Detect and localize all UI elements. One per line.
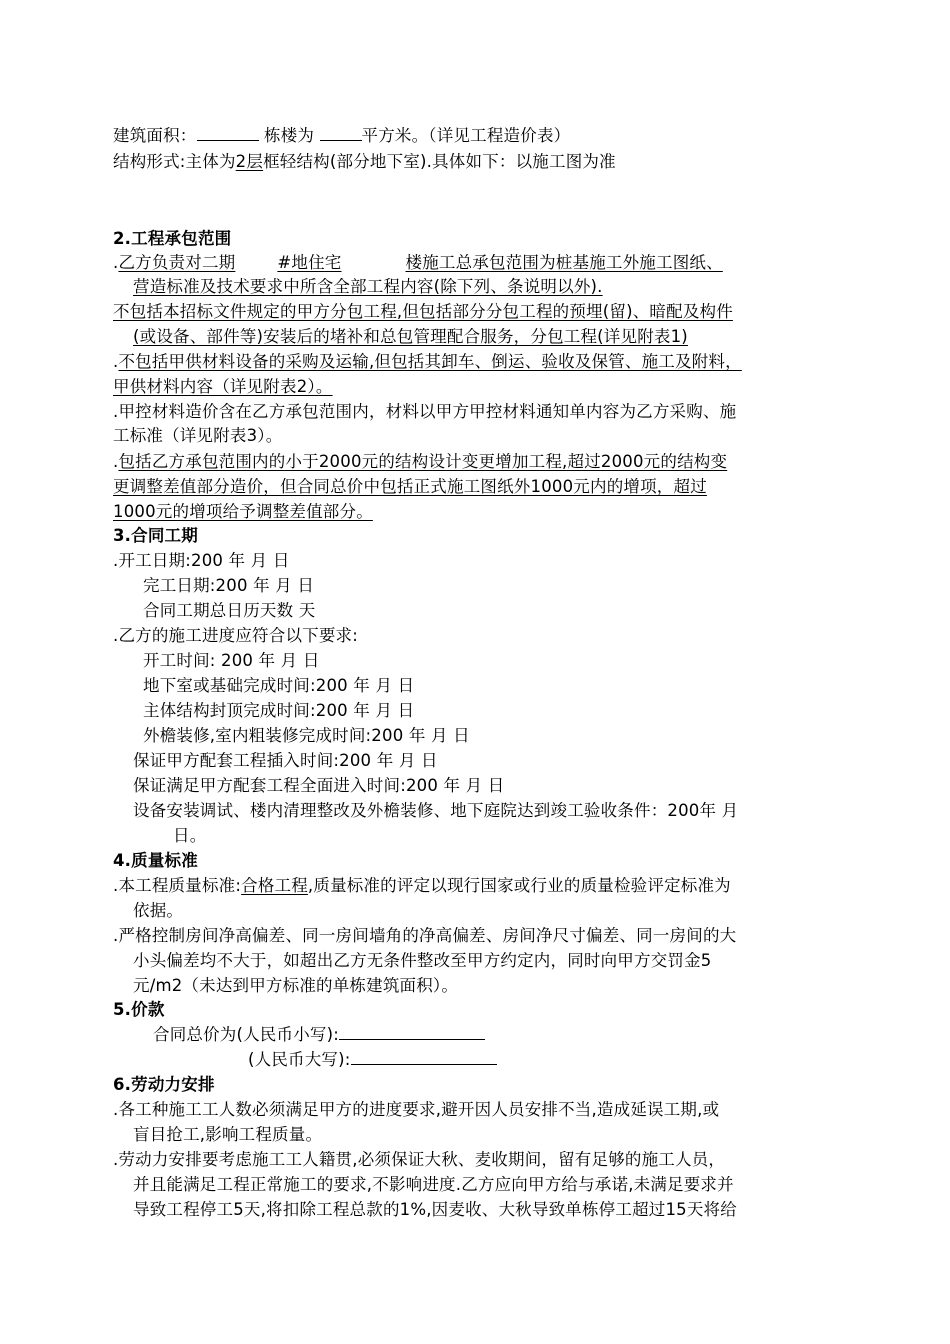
s3-line-9: 保证甲方配套工程插入时间:200 年 月 日 <box>133 751 438 770</box>
s3-line-3: 合同工期总日历天数 天 <box>143 601 316 620</box>
s2-line-7: .甲控材料造价含在乙方承包范围内，材料以甲方甲控材料通知单内容为乙方采购、施 <box>113 402 737 421</box>
s3-line-11: 设备安装调试、楼内清理整改及外檐装修、地下庭院达到竣工验收条件：200年 月 <box>133 801 739 820</box>
area-unit-label: 平方米。（详见工程造价表） <box>361 126 571 145</box>
s6-line-2: 盲目抢工,影响工程质量。 <box>133 1125 323 1144</box>
s4-line-5: 元/m2（未达到甲方标准的单栋建筑面积）。 <box>133 976 459 995</box>
s4-line-3: .严格控制房间净高偏差、同一房间墙角的净高偏差、房间净尺寸偏差、同一房间的大 <box>113 926 737 945</box>
building-area-label: 建筑面积： <box>113 126 197 145</box>
structure-layers: 2层 <box>235 152 264 171</box>
s4-line-2: 依据。 <box>133 901 184 920</box>
s2-line-3: 不包括本招标文件规定的甲方分包工程,但包括部分分包工程的预埋(留)、暗配及构件 <box>113 302 733 321</box>
s3-line-1: .开工日期:200 年 月 日 <box>113 551 290 570</box>
s2-line-8: 工标准（详见附表3）。 <box>113 426 283 445</box>
quality-label: .本工程质量标准: <box>113 876 242 895</box>
bullet-dot: . <box>113 452 119 471</box>
section-heading-6: 6.劳动力安排 <box>113 1075 215 1094</box>
s2-line-4: (或设备、部件等)安装后的堵补和总包管理配合服务，分包工程(详见附表1) <box>133 327 688 346</box>
section-heading-3: 3.合同工期 <box>113 526 198 545</box>
building-count-label: 栋楼为 <box>258 126 320 145</box>
s2-line-1 <box>113 251 723 275</box>
s2-line-10: 更调整差值部分造价，但合同总价中包括正式施工图纸外1000元内的增项，超过 <box>113 477 707 496</box>
section-heading-4: 4.质量标准 <box>113 851 198 870</box>
s4-line-1 <box>113 874 731 898</box>
s3-line-4: .乙方的施工进度应符合以下要求: <box>113 626 359 645</box>
s2-line-11: 1000元的增项给予调整差值部分。 <box>113 502 373 521</box>
s3-line-2: 完工日期:200 年 月 日 <box>143 576 315 595</box>
s2-line-1-b: #地住宅 <box>277 253 342 272</box>
price-uppercase-label: (人民币大写): <box>248 1050 351 1069</box>
s6-line-3: .劳动力安排要考虑施工工人籍贯,必须保证大秋、麦收期间，留有足够的施工人员， <box>113 1150 726 1169</box>
section-heading-2: 2.工程承包范围 <box>113 229 232 248</box>
s3-line-10: 保证满足甲方配套工程全面进入时间:200 年 月 日 <box>133 776 505 795</box>
s2-line-9-text: 包括乙方承包范围内的小于2000元的结构设计变更增加工程,超过2000元的结构变 <box>118 452 728 471</box>
s6-line-1: .各工种施工工人数必须满足甲方的进度要求,避开因人员安排不当,造成延误工期,或 <box>113 1100 720 1119</box>
blank-field <box>197 125 259 141</box>
bullet-dot: . <box>113 352 119 371</box>
s2-line-1-a: 乙方负责对二期 <box>118 253 236 272</box>
quality-value: 合格工程 <box>241 876 308 895</box>
bullet-dot: . <box>113 253 119 272</box>
s2-line-1-underlined <box>118 251 722 275</box>
s4-line-4: 小头偏差均不大于，如超出乙方无条件整改至甲方约定内，同时向甲方交罚金5 <box>133 951 712 970</box>
s5-line-2 <box>248 1048 497 1072</box>
blank-field <box>320 125 362 141</box>
s3-line-12: 日。 <box>173 826 207 845</box>
s3-line-6: 地下室或基础完成时间:200 年 月 日 <box>143 676 415 695</box>
structure-line <box>113 150 616 174</box>
s5-line-1 <box>153 1023 485 1047</box>
price-lowercase-label: 合同总价为(人民币小写): <box>153 1025 340 1044</box>
s6-line-4: 并且能满足工程正常施工的要求,不影响进度.乙方应向甲方给与承诺,未满足要求并 <box>133 1175 734 1194</box>
s2-line-6: 甲供材料内容（详见附表2）。 <box>113 377 333 396</box>
s2-line-5 <box>113 350 742 374</box>
s3-line-8: 外檐装修,室内粗装修完成时间:200 年 月 日 <box>143 726 470 745</box>
s2-line-1-c: 楼施工总承包范围为桩基施工外施工图纸、 <box>405 253 723 272</box>
s6-line-5: 导致工程停工5天,将扣除工程总款的1%,因麦收、大秋导致单栋停工超过15天将给 <box>133 1200 737 1219</box>
s3-line-5: 开工时间: 200 年 月 日 <box>143 651 320 670</box>
structure-label: 结构形式:主体为 <box>113 152 236 171</box>
s2-line-5-text: 不包括甲供材料设备的采购及运输,但包括其卸车、倒运、验收及保管、施工及附料， <box>118 352 742 371</box>
price-lowercase-blank <box>339 1024 485 1040</box>
quality-detail: ,质量标准的评定以现行国家或行业的质量检验评定标准为 <box>307 876 731 895</box>
structure-detail: 框轻结构(部分地下室).具体如下：以施工图为准 <box>263 152 616 171</box>
s2-line-2: 营造标准及技术要求中所含全部工程内容(除下列、条说明以外). <box>133 277 603 296</box>
s3-line-7: 主体结构封顶完成时间:200 年 月 日 <box>143 701 415 720</box>
s2-line-9 <box>113 450 727 474</box>
building-area-line <box>113 124 570 148</box>
section-heading-5: 5.价款 <box>113 1000 165 1019</box>
price-uppercase-blank <box>351 1049 497 1065</box>
